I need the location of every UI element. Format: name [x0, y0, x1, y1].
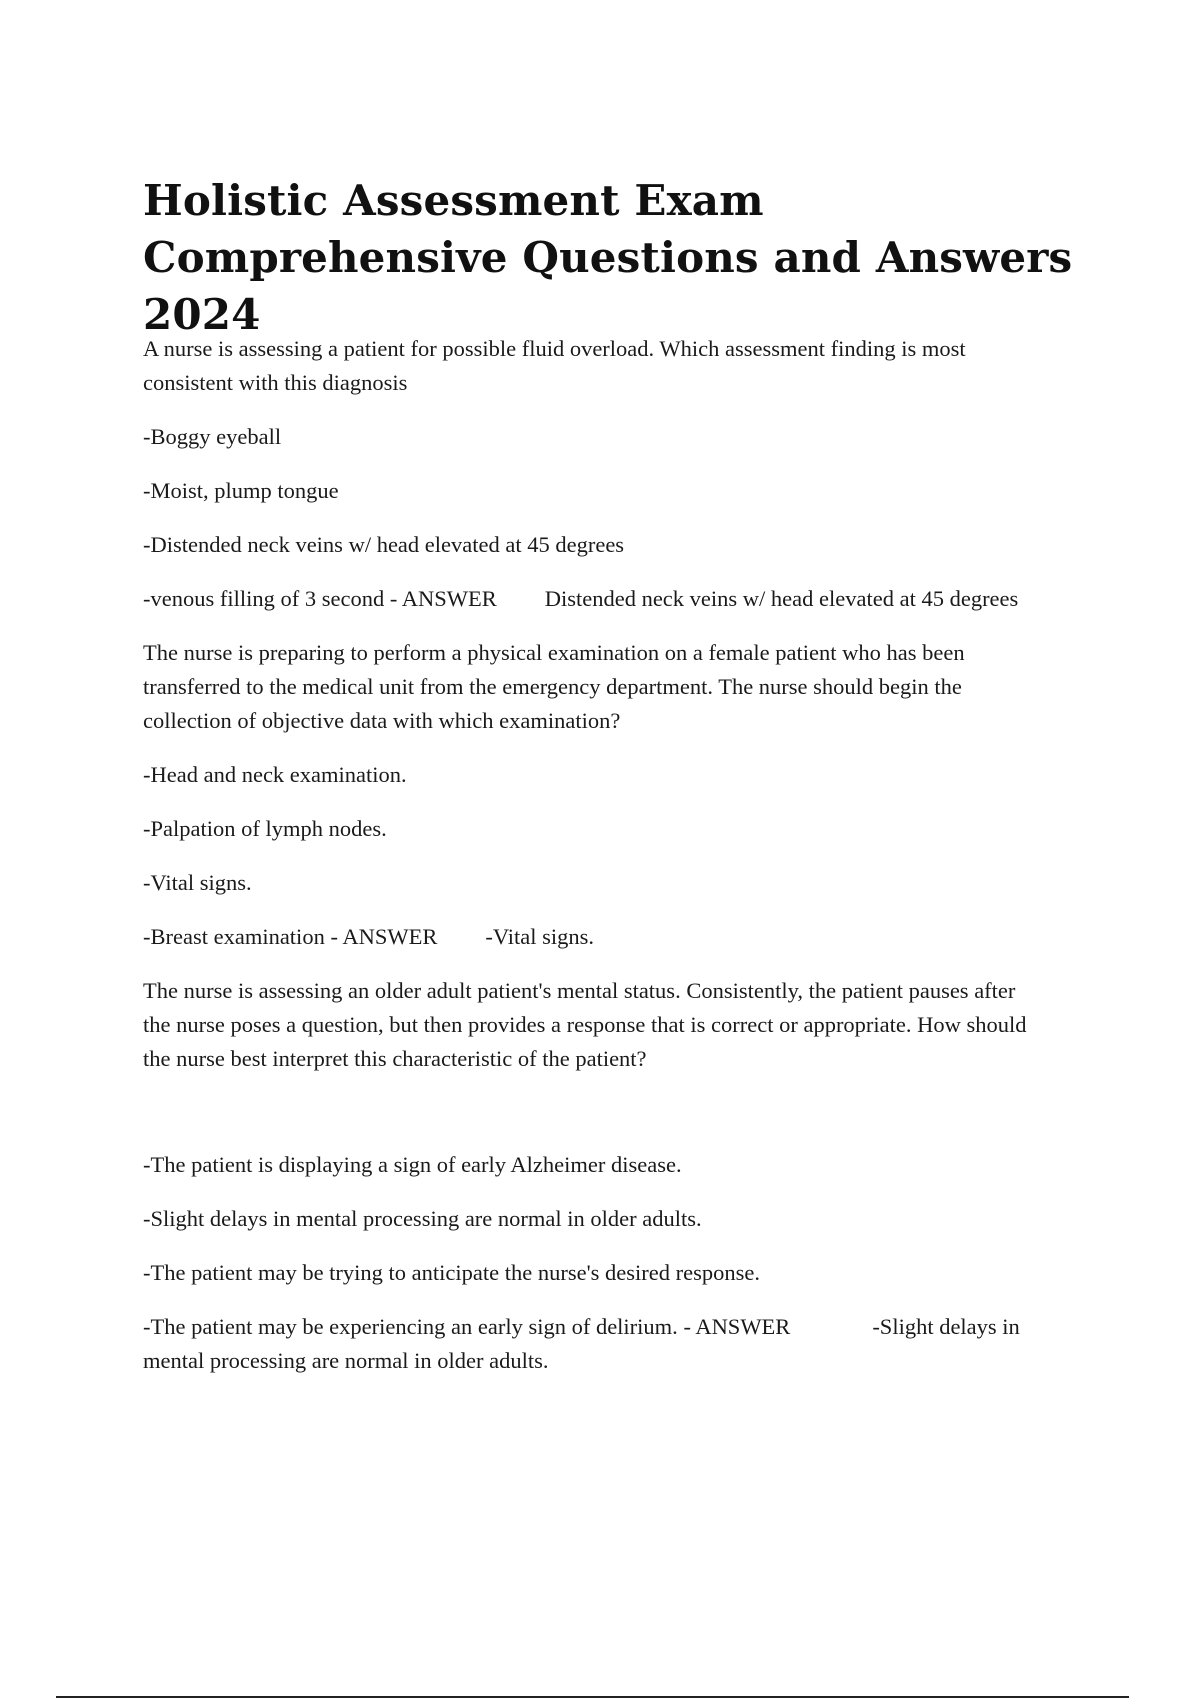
question-3-option-3: -The patient may be trying to anticipate the nurse's desired response.	[143, 1260, 760, 1285]
question-2-option-1: -Head and neck examination.	[143, 762, 407, 787]
footer-divider	[56, 1696, 1129, 1698]
question-2-answer: -Vital signs.	[485, 924, 594, 949]
question-2-option-4-with-answer	[143, 920, 1043, 954]
question-1-text: A nurse is assessing a patient for possible fluid overload. Which assessment finding is most consistent with this diagnosis	[143, 336, 966, 395]
question-1-option-2: -Moist, plump tongue	[143, 478, 339, 503]
question-1-answer: Distended neck veins w/ head elevated at 45 degrees	[544, 586, 1019, 611]
document-title: Holistic Assessment Exam Comprehensive Questions and Answers 2024	[143, 176, 1073, 339]
question-1-option-4: -venous filling of 3 second	[143, 586, 385, 611]
question-1-answer-label: - ANSWER	[389, 586, 497, 611]
question-1-option-3: -Distended neck veins w/ head elevated at 45 degrees	[143, 532, 625, 557]
question-2-answer-label: - ANSWER	[330, 924, 438, 949]
question-2-text: The nurse is preparing to perform a physical examination on a female patient who has been transferred to the medical unit from the emergency department. The nurse should begin the collection of objective data with which examination?	[143, 640, 965, 733]
question-3-option-4: -The patient may be experiencing an early sign of delirium.	[143, 1314, 678, 1339]
question-2-option-4: -Breast examination	[143, 924, 325, 949]
question-2-option-2: -Palpation of lymph nodes.	[143, 816, 387, 841]
question-3-text: The nurse is assessing an older adult patient's mental status. Consistently, the patient pauses after the nurse poses a question, but then provides a response that is correct or appropriate. How should the nurse best interpret this characteristic of the patient?	[143, 978, 1027, 1071]
question-3-option-2: -Slight delays in mental processing are normal in older adults.	[143, 1206, 702, 1231]
question-1-option-1: -Boggy eyeball	[143, 424, 282, 449]
question-1-option-4-with-answer	[143, 582, 1043, 616]
document-body	[143, 332, 1043, 1398]
question-3-answer-label: - ANSWER	[683, 1314, 791, 1339]
question-3-option-4-with-answer	[143, 1310, 1043, 1378]
question-3-option-1: -The patient is displaying a sign of early Alzheimer disease.	[143, 1152, 682, 1177]
question-3-answer: -Slight delays in mental processing are normal in older adults.	[143, 1314, 1020, 1373]
question-2-option-3: -Vital signs.	[143, 870, 252, 895]
